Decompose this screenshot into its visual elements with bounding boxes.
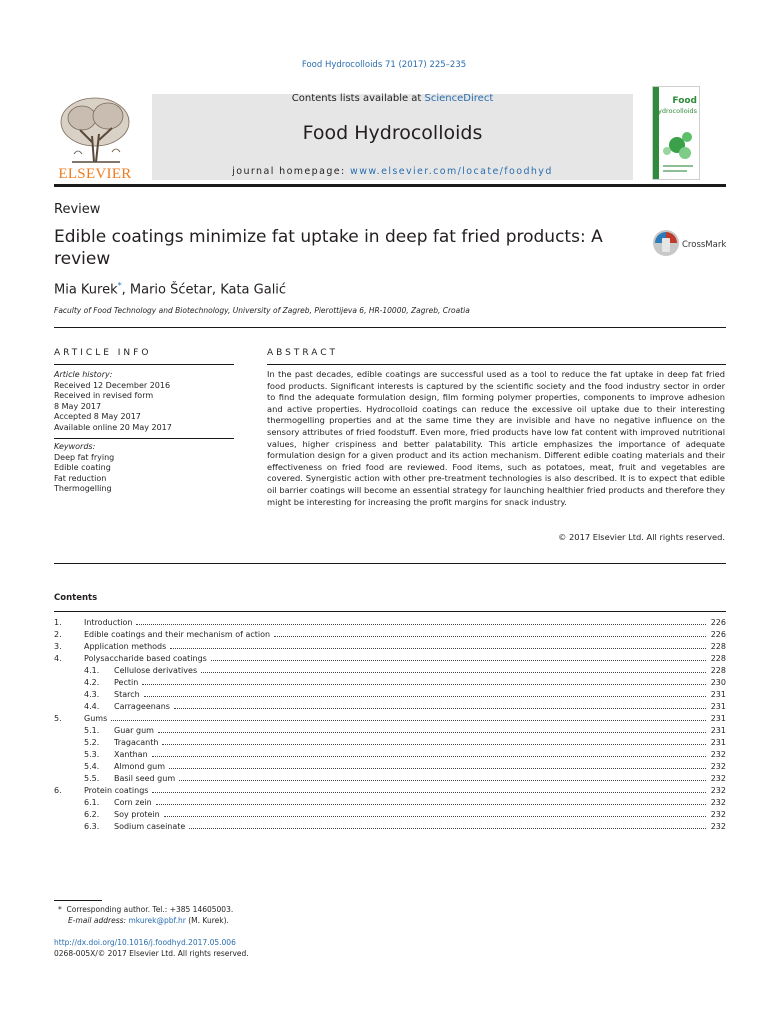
toc-label[interactable]: Pectin	[114, 678, 139, 687]
toc-number: 5.2.	[84, 738, 100, 747]
journal-title: Food Hydrocolloids	[302, 122, 483, 144]
toc-number: 6.3.	[84, 822, 100, 831]
abstract-bottom-divider	[54, 563, 726, 564]
doi-link[interactable]: http://dx.doi.org/10.1016/j.foodhyd.2017.05.006	[54, 938, 236, 947]
toc-leader-dots	[174, 708, 706, 709]
toc-label[interactable]: Cellulose derivatives	[114, 666, 198, 675]
toc-page-number: 228	[710, 666, 726, 675]
toc-page-number: 226	[710, 630, 726, 639]
toc-number: 4.4.	[84, 702, 100, 711]
journal-homepage-line	[152, 166, 633, 177]
author-affiliation: Faculty of Food Technology and Biotechnology, University of Zagreb, Pierottijeva 6, HR-10000, Zagreb, Croatia	[54, 306, 470, 315]
corresponding-author-name: Mia Kurek	[54, 282, 118, 298]
history-item: 8 May 2017	[54, 401, 102, 411]
elsevier-wordmark: ELSEVIER	[58, 166, 132, 182]
toc-entry[interactable]	[54, 701, 726, 713]
crossmark-badge[interactable]	[652, 229, 732, 257]
toc-leader-dots	[158, 732, 706, 733]
toc-entry[interactable]	[54, 821, 726, 833]
corresponding-author-mark[interactable]: *	[117, 281, 122, 290]
toc-leader-dots	[142, 684, 706, 685]
toc-page-number: 232	[710, 762, 726, 771]
article-info-heading: ARTICLE INFO	[54, 348, 152, 358]
toc-number: 5.4.	[84, 762, 100, 771]
keywords-label: Keywords:	[54, 442, 96, 451]
toc-leader-dots	[164, 816, 706, 817]
toc-page-number: 232	[710, 786, 726, 795]
article-info-panel	[54, 370, 234, 495]
keyword-item: Edible coating	[54, 463, 111, 472]
contents-prefix: Contents lists available at	[291, 93, 425, 104]
toc-page-number: 231	[710, 714, 726, 723]
toc-number: 1.	[54, 618, 62, 627]
toc-number: 6.2.	[84, 810, 100, 819]
footnote-corresponding: Corresponding author. Tel.: +385 14605003.	[66, 905, 234, 914]
crossmark-label: CrossMark	[682, 240, 727, 250]
toc-label[interactable]: Xanthan	[114, 750, 148, 759]
toc-page-number: 231	[710, 702, 726, 711]
toc-leader-dots	[156, 804, 706, 805]
toc-entry[interactable]	[54, 689, 726, 701]
toc-entry[interactable]	[54, 677, 726, 689]
toc-label[interactable]: Polysaccharide based coatings	[84, 654, 207, 663]
toc-number: 2.	[54, 630, 62, 639]
toc-label[interactable]: Edible coatings and their mechanism of action	[84, 630, 271, 639]
toc-number: 4.3.	[84, 690, 100, 699]
crossmark-icon	[652, 229, 732, 257]
toc-number: 3.	[54, 642, 62, 651]
abstract-heading: ABSTRACT	[267, 348, 339, 358]
issn-copyright-line: 0268-005X/© 2017 Elsevier Ltd. All rights reserved.	[54, 949, 249, 958]
history-item: Accepted 8 May 2017	[54, 412, 141, 421]
abstract-rule	[267, 364, 726, 365]
email-label: E-mail address:	[68, 915, 127, 925]
toc-entry[interactable]	[54, 785, 726, 797]
toc-leader-dots	[179, 780, 706, 781]
footnote-rule	[54, 900, 102, 901]
toc-page-number: 232	[710, 750, 726, 759]
toc-number: 5.3.	[84, 750, 100, 759]
footnote-mark: *	[58, 905, 62, 914]
toc-number: 5.5.	[84, 774, 100, 783]
toc-entry[interactable]	[54, 797, 726, 809]
toc-label[interactable]: Soy protein	[114, 810, 160, 819]
journal-reference[interactable]: Food Hydrocolloids 71 (2017) 225–235	[301, 60, 467, 70]
toc-number: 4.	[54, 654, 62, 663]
toc-page-number: 231	[710, 726, 726, 735]
abstract-body: In the past decades, edible coatings are successful used as a tool to reduce the fat uptake in deep fat fried food products. Significant interests is captured by the scientific society and the food industry sector in order to find the adequate formulation design, film forming polymer properties, components to improve adhesion and active properties. Hydrocolloid coatings can reduce the excessive oil uptake due to their interesting thermogelling properties and at the same time they are invisible and have no negative influence on the sensory attributes of fried foodstuff. Even more, fried products have low fat content with improved nutritional values, higher crispiness and better palatability. This article emphasizes the importance of adequate formulation design for a given product and its action mechanism. Different edible coating materials and their effectiveness on fried food are reviewed. Food items, such as potatoes, meat, fruit and vegetables are covered. Synergistic action with other pre-treatment technologies is also described. It is to expect that edible oil barrier coatings will become an essential strategy for launching healthier fried products and therefore they might be interesting for increasing the profit margins for snack industry.	[267, 369, 725, 507]
history-item: Available online 20 May 2017	[54, 422, 172, 432]
toc-label[interactable]: Guar gum	[114, 726, 154, 735]
contents-divider	[54, 611, 726, 612]
toc-page-number: 228	[710, 654, 726, 663]
toc-leader-dots	[201, 672, 706, 673]
toc-leader-dots	[189, 828, 706, 829]
contents-available-line	[152, 93, 633, 104]
toc-number: 5.1.	[84, 726, 100, 735]
toc-leader-dots	[211, 660, 706, 661]
history-label: Article history:	[54, 370, 113, 379]
toc-leader-dots	[170, 648, 706, 649]
cover-title-line2: Hydrocolloids	[653, 107, 697, 115]
toc-label[interactable]: Starch	[114, 690, 140, 699]
toc-page-number: 228	[710, 642, 726, 651]
toc-label[interactable]: Carrageenans	[114, 702, 170, 711]
toc-entry[interactable]	[54, 713, 726, 725]
toc-number: 6.1.	[84, 798, 100, 807]
toc-page-number: 232	[710, 822, 726, 831]
toc-page-number: 230	[710, 678, 726, 687]
toc-label[interactable]: Tragacanth	[114, 738, 159, 747]
homepage-prefix: journal homepage:	[232, 166, 351, 177]
toc-page-number: 232	[710, 810, 726, 819]
toc-number: 4.2.	[84, 678, 100, 687]
toc-entry[interactable]	[54, 653, 726, 665]
cover-artwork	[653, 87, 699, 179]
history-item: Received 12 December 2016	[54, 380, 171, 390]
toc-page-number: 232	[710, 798, 726, 807]
coauthor-names: , Mario Šćetar, Kata Galić	[121, 282, 287, 298]
toc-entry[interactable]	[54, 737, 726, 749]
toc-entry[interactable]	[54, 665, 726, 677]
toc-leader-dots	[152, 756, 706, 757]
keyword-item: Deep fat frying	[54, 452, 115, 462]
toc-label[interactable]: Introduction	[84, 618, 133, 627]
toc-entry[interactable]	[54, 617, 726, 629]
toc-label[interactable]: Application methods	[84, 642, 167, 651]
toc-label[interactable]: Protein coatings	[84, 786, 149, 795]
toc-number: 5.	[54, 714, 62, 723]
toc-label[interactable]: Basil seed gum	[114, 774, 176, 783]
toc-number: 4.1.	[84, 666, 100, 675]
journal-cover-thumbnail[interactable]	[652, 86, 700, 180]
author-list	[54, 281, 286, 297]
keyword-item: Fat reduction	[54, 473, 107, 483]
toc-leader-dots	[274, 636, 706, 637]
toc-leader-dots	[136, 624, 706, 625]
toc-label[interactable]: Corn zein	[114, 798, 152, 807]
toc-entry[interactable]	[54, 641, 726, 653]
toc-entry[interactable]	[54, 725, 726, 737]
toc-number: 6.	[54, 786, 62, 795]
cover-title-line1: Food	[672, 96, 697, 106]
article-type: Review	[54, 202, 101, 217]
article-info-rule	[54, 364, 234, 365]
toc-page-number: 231	[710, 690, 726, 699]
contents-heading: Contents	[54, 593, 98, 603]
toc-leader-dots	[144, 696, 706, 697]
sciencedirect-link[interactable]: ScienceDirect	[424, 93, 494, 104]
article-title: Edible coatings minimize fat uptake in deep fat fried products: A review	[54, 227, 603, 269]
toc-leader-dots	[111, 720, 706, 721]
table-of-contents	[54, 617, 726, 833]
toc-entry[interactable]	[54, 773, 726, 785]
toc-label[interactable]: Gums	[84, 714, 108, 723]
affiliation-divider	[54, 327, 726, 328]
toc-page-number: 232	[710, 774, 726, 783]
toc-entry[interactable]	[54, 629, 726, 641]
toc-leader-dots	[152, 792, 706, 793]
toc-entry[interactable]	[54, 761, 726, 773]
header-divider	[54, 184, 726, 187]
toc-page-number: 231	[710, 738, 726, 747]
toc-label[interactable]: Sodium caseinate	[114, 822, 186, 831]
abstract-copyright: © 2017 Elsevier Ltd. All rights reserved.	[558, 532, 725, 542]
keywords-rule	[54, 438, 234, 439]
toc-label[interactable]: Almond gum	[114, 762, 166, 771]
toc-entry[interactable]	[54, 749, 726, 761]
email-suffix: (M. Kurek).	[188, 915, 229, 925]
history-item: Received in revised form	[54, 391, 154, 400]
toc-leader-dots	[162, 744, 706, 745]
keyword-item: Thermogelling	[54, 484, 112, 493]
email-link[interactable]: mkurek@pbf.hr	[128, 915, 186, 925]
homepage-link[interactable]: www.elsevier.com/locate/foodhyd	[350, 166, 553, 177]
toc-leader-dots	[169, 768, 706, 769]
corresponding-author-footnote	[58, 905, 233, 926]
toc-entry[interactable]	[54, 809, 726, 821]
toc-page-number: 226	[710, 618, 726, 627]
